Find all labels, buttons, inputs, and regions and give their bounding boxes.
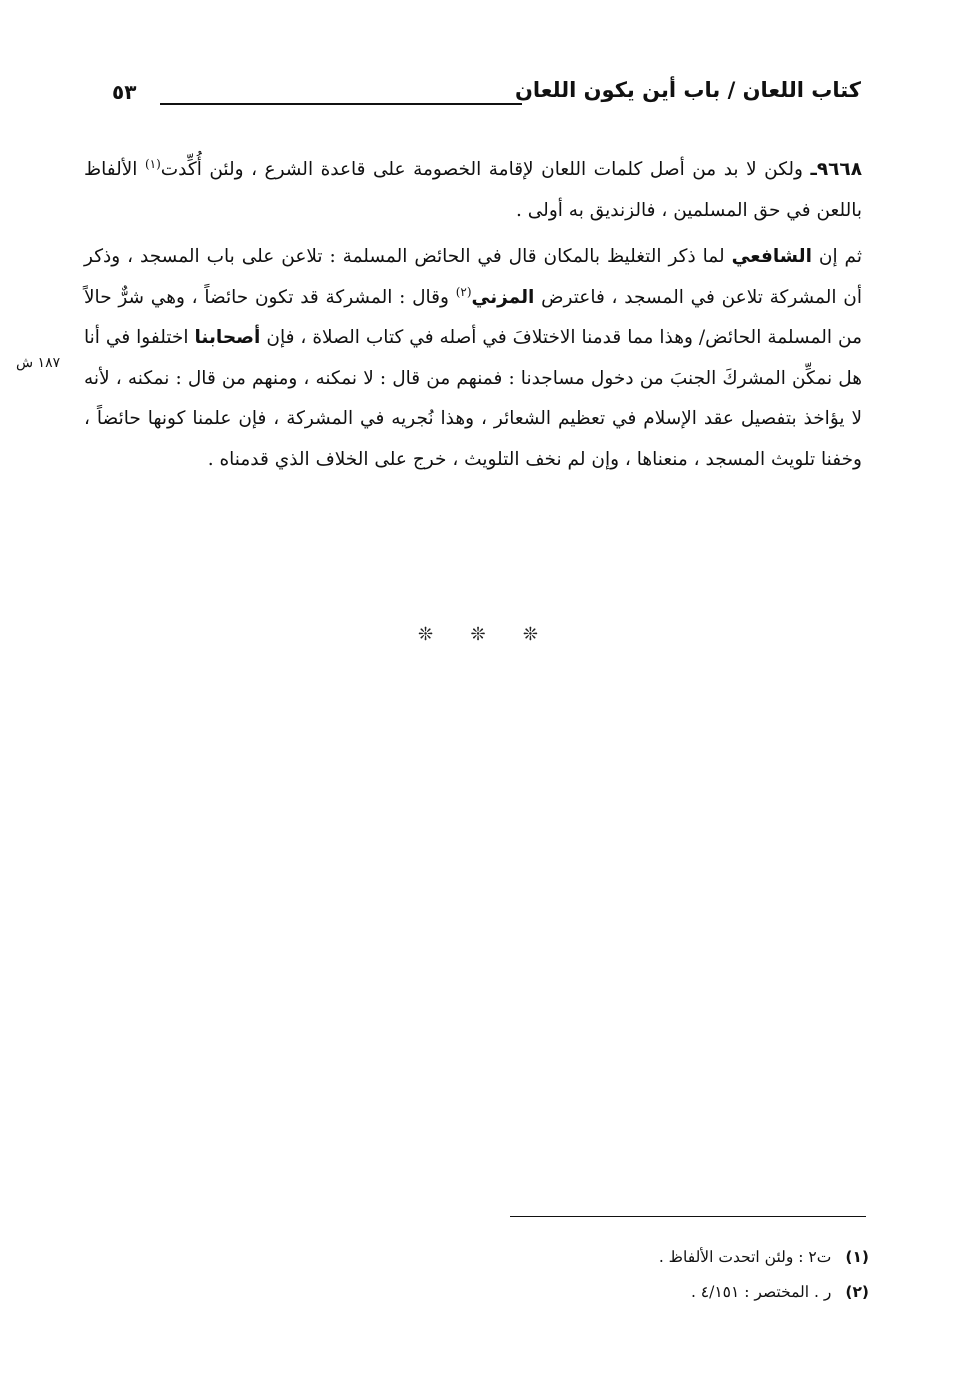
footnote-text: ت٢ : ولئن اتحدت الألفاظ . bbox=[658, 1248, 832, 1266]
paragraph-shafii bbox=[84, 237, 862, 480]
footnote-rule bbox=[510, 1216, 866, 1217]
paragraph-text: ولكن لا بد من أصل كلمات اللعان لإقامة الخصومة على قاعدة الشرع ، ولئن أُكِّدت bbox=[160, 159, 811, 180]
paragraph-text: اختلفوا في أنا هل نمكِّن المشركَ الجنبَ من دخول مساجدنا : فمنهم من قال : لا نمكنه ، ومنهم من قال : نمكنه ، لأنه لا يؤاخذ بتفصيل عقد الإسلام في تعظيم الشعائر ، وهذا نُجريه في المشركة ، فإن علمنا كونها حائضاً ، وخفنا تلويث المسجد ، منعناها ، وإن لم نخف التلويث ، خرج على الخلاف الذي قدمناه . bbox=[84, 327, 862, 470]
running-title: كتاب اللعان / باب أين يكون اللعان bbox=[515, 78, 861, 102]
divider-star-icon: ❊ bbox=[522, 624, 538, 645]
page-number: ٥٣ bbox=[112, 80, 137, 104]
margin-manuscript-folio: ١٨٧ ش bbox=[16, 355, 61, 371]
footnote-ref-2[interactable]: (٢) bbox=[455, 284, 472, 299]
footnote-mark: (١) bbox=[845, 1248, 869, 1266]
name-shafii: الشافعي bbox=[731, 246, 812, 267]
divider-star-icon: ❊ bbox=[470, 624, 486, 645]
paragraph-text: الألفاظ باللعن في حق المسلمين ، فالزنديق به أولى . bbox=[84, 159, 862, 221]
header-rule bbox=[160, 103, 522, 105]
divider-star-icon: ❊ bbox=[418, 624, 434, 645]
main-text bbox=[84, 150, 862, 480]
paragraph-9668 bbox=[84, 150, 862, 231]
footnote-2 bbox=[369, 1275, 869, 1310]
name-muzani: المزني bbox=[471, 286, 535, 308]
paragraph-text: وقال : المشركة قد تكون حائضاً ، وهي شرٌّ حالاً من المسلمة الحائض/ وهذا مما قدمنا الاختلافَ في أصله في كتاب الصلاة ، فإن bbox=[84, 286, 862, 348]
paragraph-number: ٩٦٦٨ـ bbox=[810, 159, 862, 180]
footnote-1 bbox=[369, 1240, 869, 1275]
footnotes bbox=[369, 1240, 869, 1310]
section-divider bbox=[418, 624, 538, 645]
footnote-ref-1[interactable]: (١) bbox=[144, 156, 161, 171]
term-ashabuna: أصحابنا bbox=[194, 327, 261, 348]
paragraph-text: ثم إن bbox=[811, 246, 862, 267]
footnote-text: ر . المختصر : ٤/١٥١ . bbox=[690, 1283, 832, 1301]
paragraph-text: لما ذكر التغليظ بالمكان قال في الحائض المسلمة : تلاعن على باب المسجد ، وذكر أن المشركة تلاعن في المسجد ، فاعترض bbox=[84, 246, 862, 308]
footnote-mark: (٢) bbox=[845, 1283, 869, 1301]
